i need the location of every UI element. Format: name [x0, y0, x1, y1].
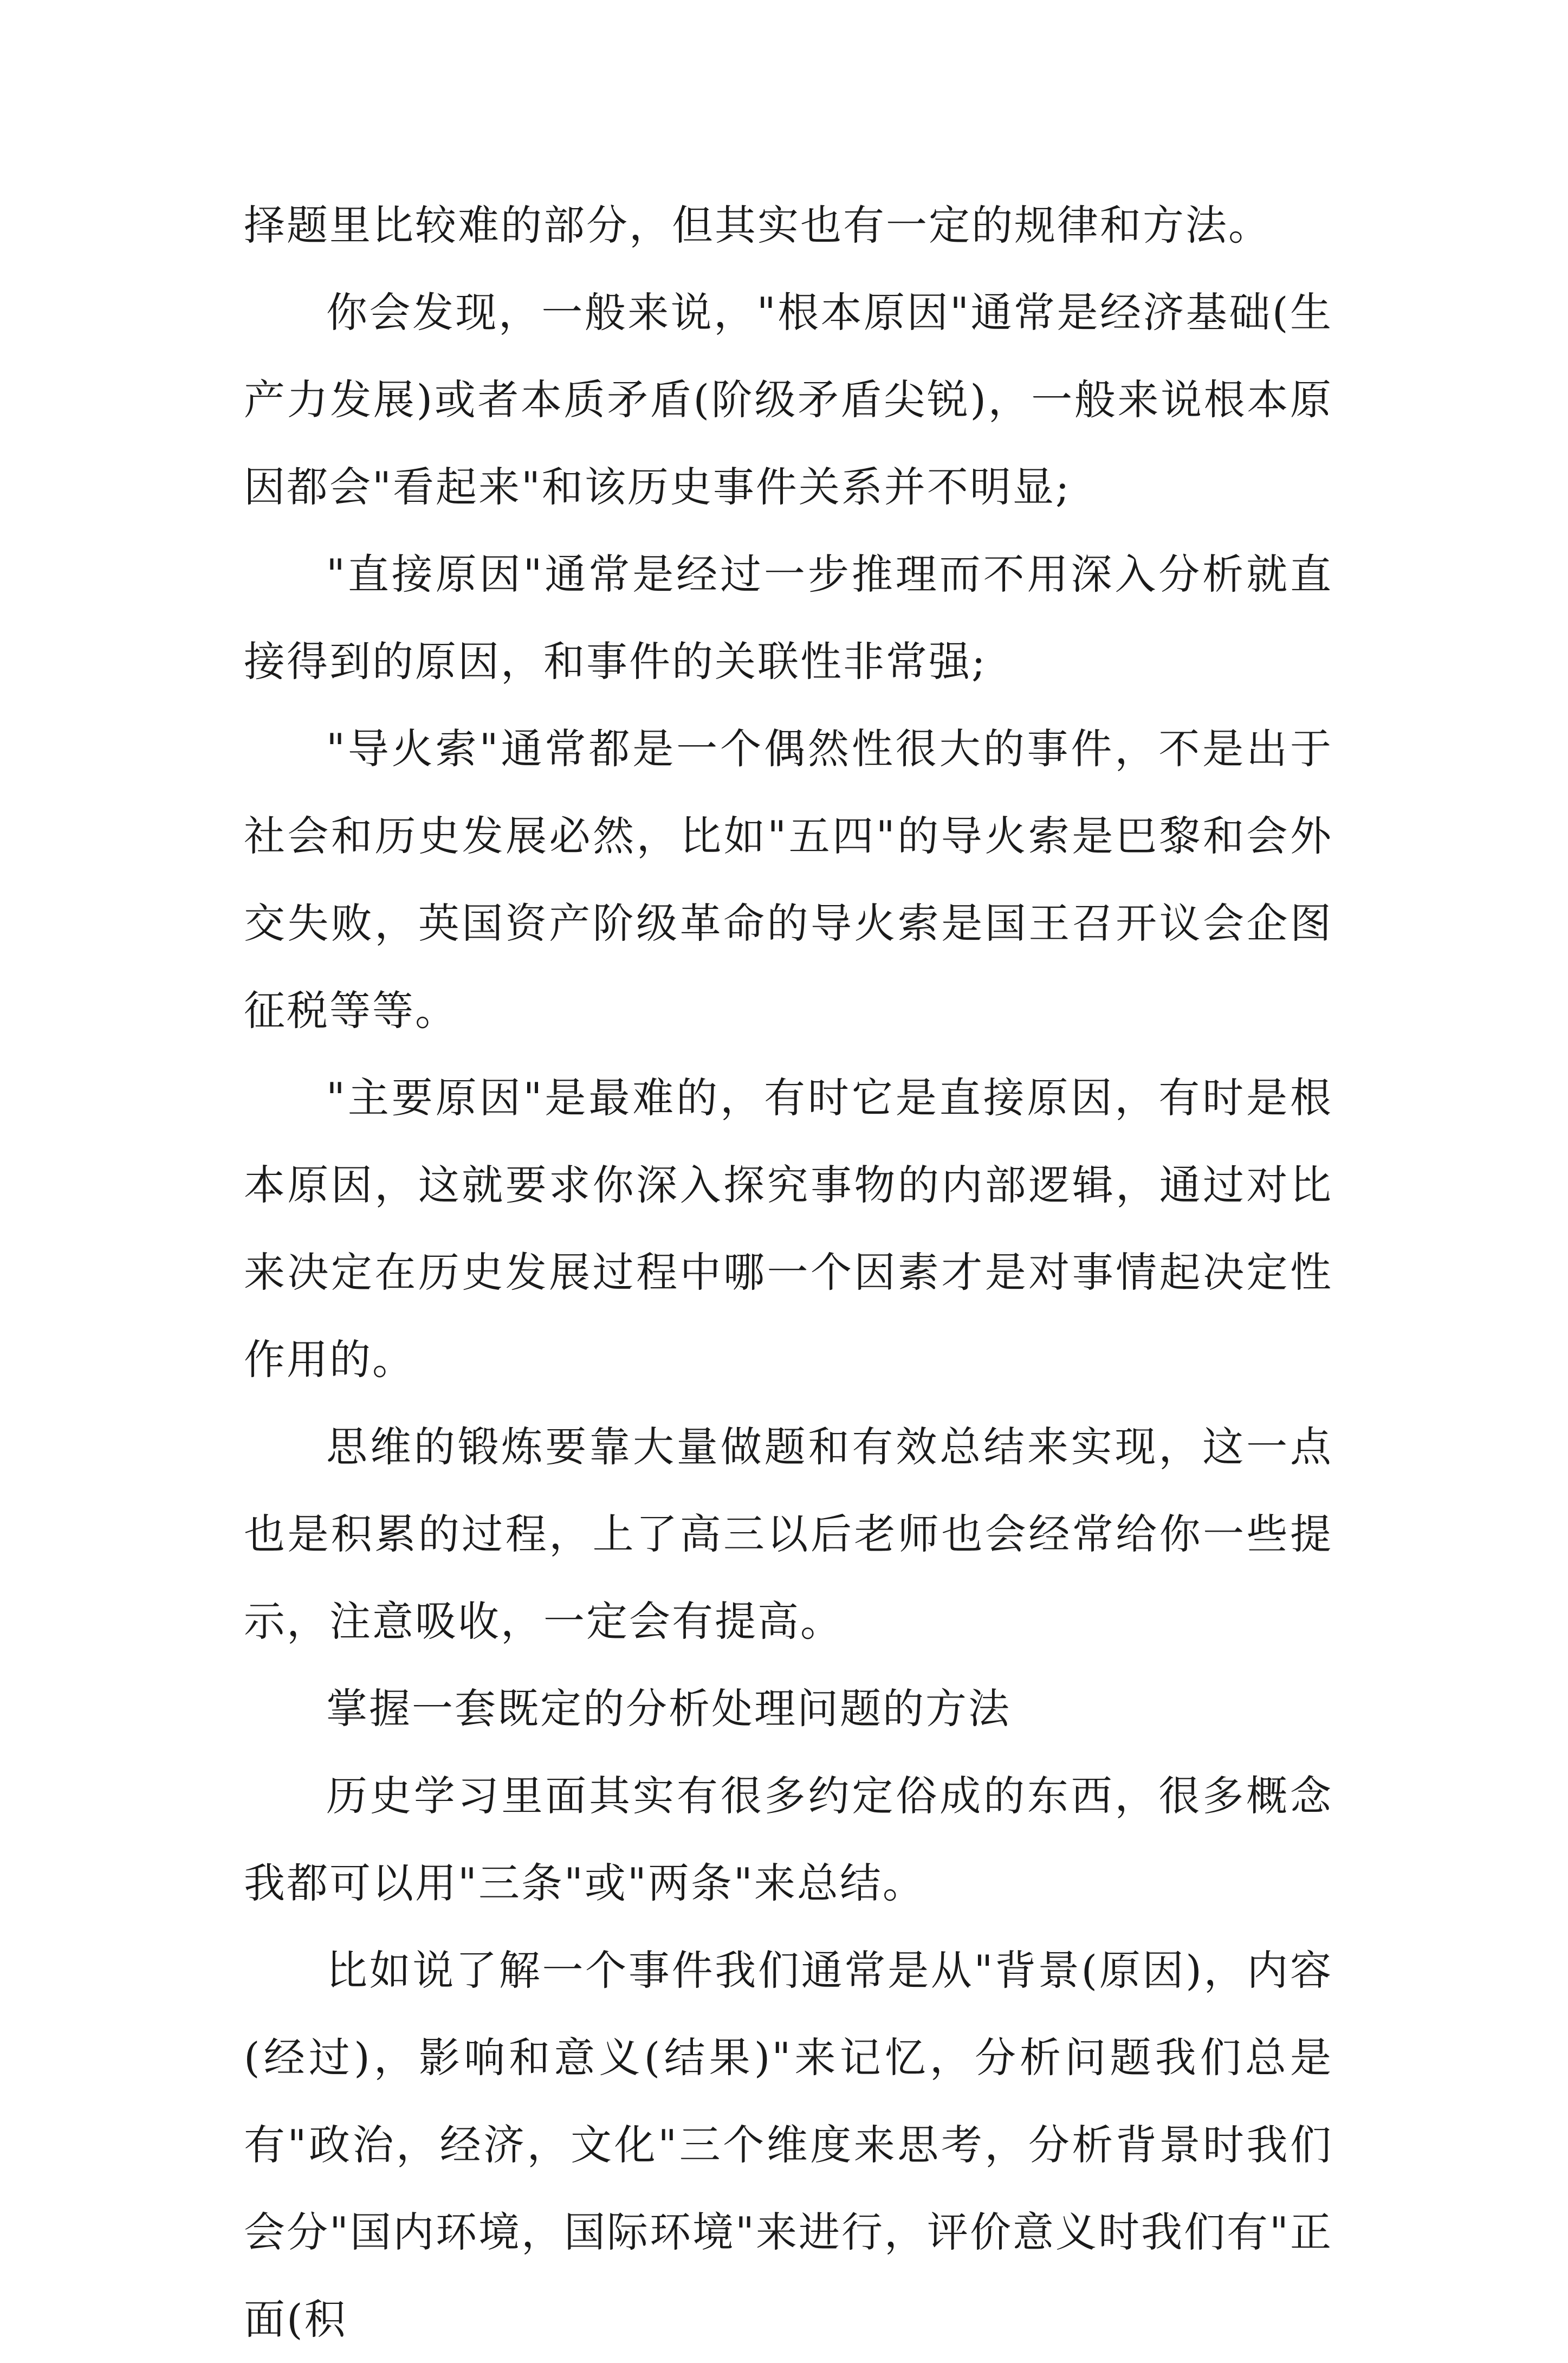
paragraph-example-analysis: 比如说了解一个事件我们通常是从"背景(原因)，内容(经过)，影响和意义(结果)"来记忆，分析问题我们总是有"政治，经济，文化"三个维度来思考，分析背景时我们会分"国内环境，国际环境"来进行，评价意义时我们有"正面(积 [244, 1946, 1333, 2343]
paragraph-trigger: "导火索"通常都是一个偶然性很大的事件，不是出于社会和历史发展必然，比如"五四"的导火索是巴黎和会外交失败，英国资产阶级革命的导火索是国王召开议会企图征税等等。 [244, 725, 1333, 1035]
paragraph-root-cause: 你会发现，一般来说，"根本原因"通常是经济基础(生产力发展)或者本质矛盾(阶级矛盾尖锐)，一般来说根本原因都会"看起来"和该历史事件关系并不明显; [244, 288, 1333, 511]
paragraph-thinking-practice: 思维的锻炼要靠大量做题和有效总结来实现，这一点也是积累的过程，上了高三以后老师也会经常给你一些提示，注意吸收，一定会有提高。 [244, 1423, 1333, 1645]
document-page [244, 182, 1333, 2363]
paragraph-conventions: 历史学习里面其实有很多约定俗成的东西，很多概念我都可以用"三条"或"两条"来总结。 [244, 1772, 1333, 1907]
section-heading-method: 掌握一套既定的分析处理问题的方法 [326, 1684, 1011, 1733]
paragraph-direct-cause: "直接原因"通常是经过一步推理而不用深入分析就直接得到的原因，和事件的关联性非常强; [244, 550, 1333, 686]
paragraph-intro-continuation: 择题里比较难的部分，但其实也有一定的规律和方法。 [244, 201, 1271, 249]
paragraph-main-cause: "主要原因"是最难的，有时它是直接原因，有时是根本原因，这就要求你深入探究事物的内部逻辑，通过对比来决定在历史发展过程中哪一个因素才是对事情起决定性作用的。 [244, 1074, 1333, 1384]
